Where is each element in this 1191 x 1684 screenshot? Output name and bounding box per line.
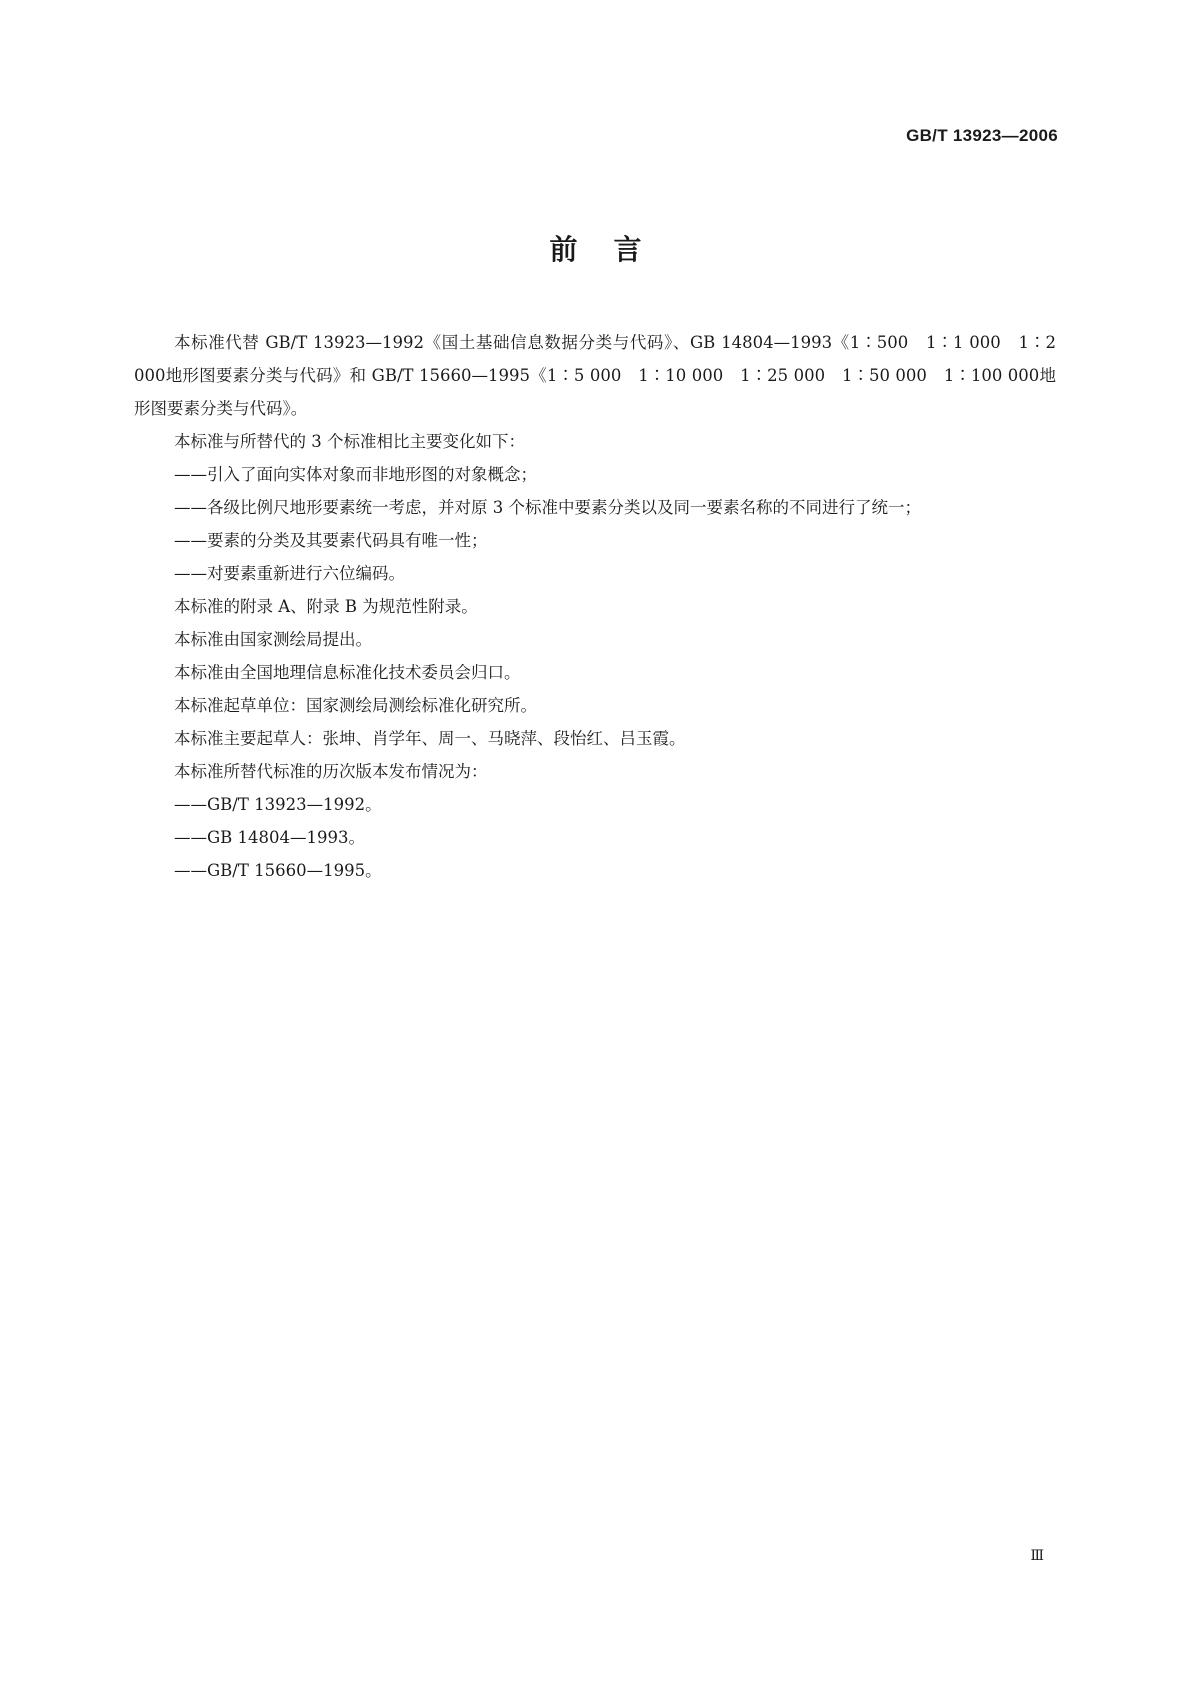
change-item: ——要素的分类及其要素代码具有唯一性； (174, 531, 488, 550)
history-item: ——GB 14804—1993。 (174, 828, 366, 847)
standard-code: GB/T 13923—2006 (906, 126, 1058, 145)
foreword-body (134, 326, 1056, 887)
info-appendix: 本标准的附录 A、附录 B 为规范性附录。 (174, 597, 478, 616)
info-history-intro: 本标准所替代标准的历次版本发布情况为： (174, 762, 488, 781)
change-item: ——对要素重新进行六位编码。 (174, 564, 405, 583)
paragraph-replacement: 本标准代替 GB/T 13923—1992《国土基础信息数据分类与代码》、GB 14804—1993《1∶500 1∶1 000 1∶2 000地形图要素分类与代码》和 GB/T 15660—1995《1∶5 000 1∶10 000 1∶25 000 1∶50 000 1∶100 000地形图要素分类与代码》。 (134, 333, 1056, 418)
paragraph-changes-intro: 本标准与所替代的 3 个标准相比主要变化如下： (174, 432, 525, 451)
info-proposer: 本标准由国家测绘局提出。 (174, 630, 372, 649)
page-title: 前言 (549, 233, 678, 266)
page-number: Ⅲ (1030, 1548, 1043, 1564)
history-list (134, 788, 1056, 887)
history-item: ——GB/T 13923—1992。 (174, 795, 382, 814)
change-item: ——各级比例尺地形要素统一考虑，并对原 3 个标准中要素分类以及同一要素名称的不同进行了统一； (174, 498, 921, 517)
change-item: ——引入了面向实体对象而非地形图的对象概念； (174, 465, 537, 484)
history-item: ——GB/T 15660—1995。 (174, 861, 382, 880)
changes-list (134, 458, 1056, 590)
info-drafters: 本标准主要起草人：张坤、肖学年、周一、马晓萍、段怡红、吕玉霞。 (174, 729, 686, 748)
info-committee: 本标准由全国地理信息标准化技术委员会归口。 (174, 663, 521, 682)
info-drafting-unit: 本标准起草单位：国家测绘局测绘标准化研究所。 (174, 696, 537, 715)
